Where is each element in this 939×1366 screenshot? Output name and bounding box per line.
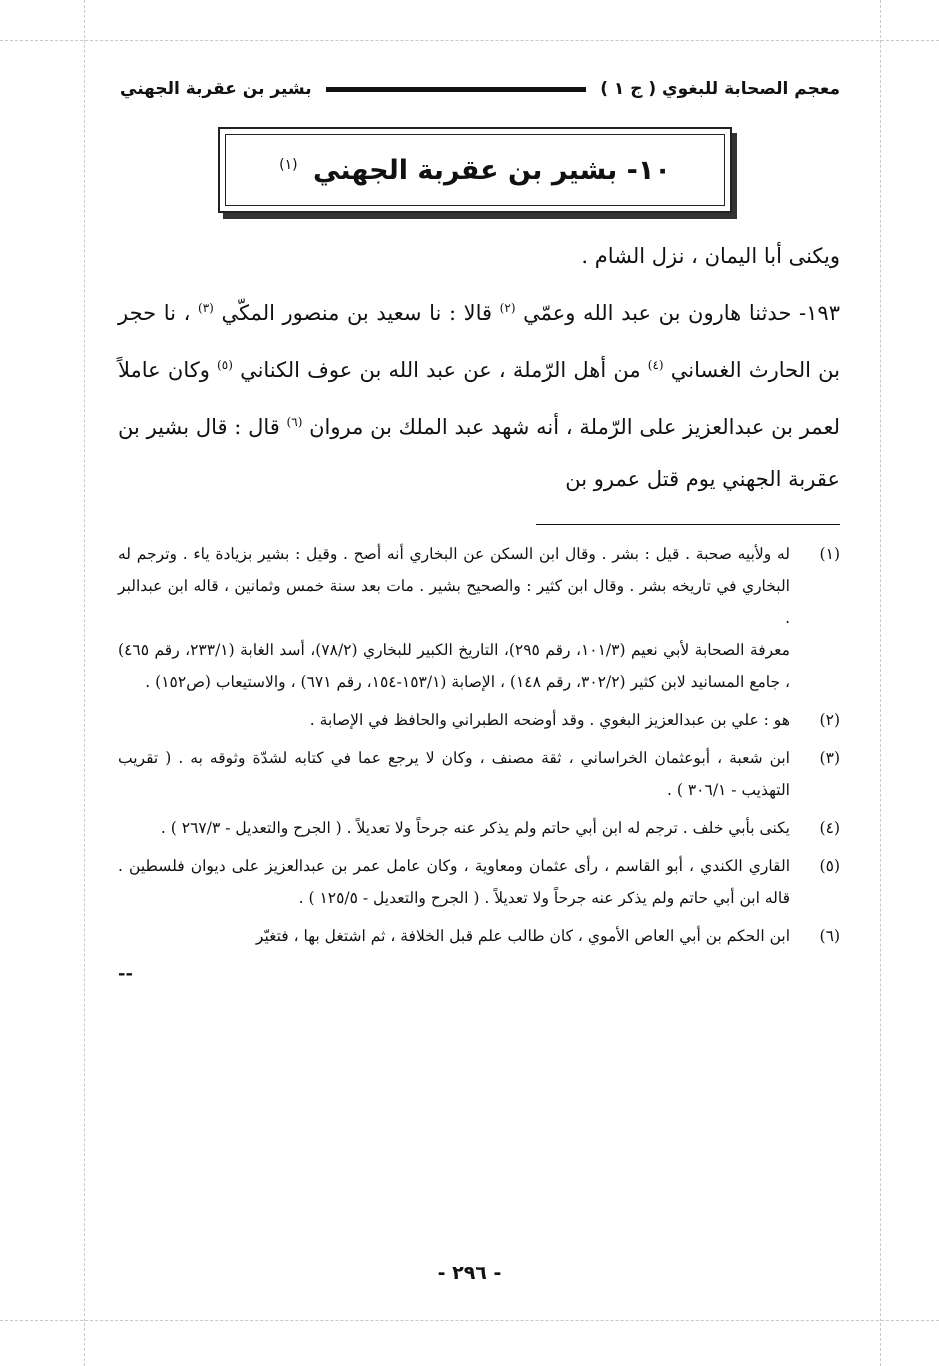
- body-text-segment: قالا : نا سعيد بن منصور المكّي: [221, 301, 493, 325]
- footnote-ref: (٥): [217, 358, 233, 372]
- footnote-text: [118, 704, 790, 736]
- footnote-text: [118, 538, 790, 698]
- footnote-number: (٥): [819, 857, 840, 875]
- footnote-number: (٣): [819, 749, 840, 767]
- body-text-segment: قال : قال بشير بن عقربة الجهني يوم قتل عمرو بن: [118, 415, 840, 491]
- crop-guide-left: [84, 0, 85, 1366]
- header-book-title: معجم الصحابة للبغوي ( ج ١ ): [600, 79, 840, 99]
- crop-guide-bottom: [0, 1320, 939, 1321]
- footnote-line: يكنى بأبي خلف . ترجم له ابن أبي حاتم ولم يذكر عنه جرحاً ولا تعديلاً . ( الجرح والتعديل - ٢٦٧/٣ ) .: [160, 819, 790, 837]
- entry-title-frame: [225, 134, 725, 206]
- body-text-segment: من أهل الرّملة ، عن عبد الله بن عوف الكناني: [240, 358, 641, 382]
- body-paragraph-2: [118, 282, 840, 505]
- footnote-ref: (٣): [198, 301, 214, 315]
- footnote-ref: (٤): [647, 358, 664, 372]
- footnote-number: (١): [819, 545, 840, 563]
- footnote-text: [118, 742, 790, 806]
- entry-title: [279, 155, 671, 186]
- footnote-line: ابن شعبة ، أبوعثمان الخراساني ، ثقة مصنف ، وكان لا يرجع عما في كتابه لشدّة وثوقه به . ( تقريب التهذيب - ٣٠٦/١ ) .: [118, 749, 790, 799]
- footnote-separator: [536, 524, 840, 525]
- header-rule: [326, 87, 587, 92]
- footnote-text: [118, 812, 790, 844]
- entry-title-text: ١٠- بشير بن عقربة الجهني: [313, 154, 671, 186]
- entry-title-box: [218, 127, 732, 213]
- footnote-line: له ولأبيه صحبة . قيل : بشر . وقال ابن السكن عن البخاري أنه أصح . وقيل : بشير بزيادة ياء . وترجم له البخاري في تاريخه بشر . وقال ابن كثير : والصحيح بشير . مات بعد سنة خمس وثمانين ، قاله ابن عبدالبر .: [118, 545, 790, 627]
- footnote-number: (٤): [819, 819, 840, 837]
- footnote-3: [118, 742, 840, 806]
- footnotes: [118, 538, 840, 990]
- running-header: [120, 74, 840, 104]
- body-text-segment: ١٩٣- حدثنا هارون بن عبد الله وعمّي: [523, 301, 840, 325]
- footnote-4: [118, 812, 840, 844]
- footnote-ref: (٦): [286, 415, 303, 429]
- footnote-text: [118, 920, 790, 952]
- header-entry-title: بشير بن عقربة الجهني: [120, 79, 312, 99]
- footnote-continuation-mark: --: [118, 963, 133, 984]
- footnote-2: [118, 704, 840, 736]
- body-text: [118, 230, 840, 505]
- footnote-ref: (٢): [499, 301, 516, 315]
- footnote-6: [118, 920, 840, 952]
- footnote-number: (٢): [819, 711, 840, 729]
- body-text-segment: ، نا حجر بن الحارث الغساني: [118, 301, 840, 382]
- entry-title-note: (١): [279, 156, 298, 173]
- body-text-segment: وكان عاملاً لعمر بن عبدالعزيز على الرّملة ، أنه شهد عبد الملك بن مروان: [118, 358, 840, 439]
- crop-guide-top: [0, 40, 939, 41]
- footnote-5: [118, 850, 840, 914]
- footnote-number: (٦): [819, 927, 840, 945]
- page-number: - ٢٩٦ -: [437, 1262, 502, 1284]
- footnote-line: معرفة الصحابة لأبي نعيم (١٠١/٣، رقم ٢٩٥)، التاريخ الكبير للبخاري (٧٨/٢)، أسد الغابة (٢٣٣/١، رقم ٤٦٥) ، جامع المسانيد لابن كثير (٣٠٢/٢، رقم ١٤٨) ، الإصابة (١٥٣/١-١٥٤، رقم ٦٧١) ، والاستيعاب (ص١٥٢) .: [118, 641, 790, 691]
- footnote-text: [118, 850, 790, 914]
- footnote-line: هو : علي بن عبدالعزيز البغوي . وقد أوضحه الطبراني والحافظ في الإصابة .: [309, 711, 790, 729]
- crop-guide-right: [880, 0, 881, 1366]
- footnote-1: [118, 538, 840, 698]
- footnote-line: القاري الكندي ، أبو القاسم ، رأى عثمان ومعاوية ، وكان عامل عمر بن عبدالعزيز على ديوان فلسطين . قاله ابن أبي حاتم ولم يذكر عنه جرحاً ولا تعديلاً . ( الجرح والتعديل - ١٢٥/٥ ) .: [118, 857, 790, 907]
- body-paragraph-1: ويكنى أبا اليمان ، نزل الشام .: [581, 244, 840, 268]
- footnote-line: ابن الحكم بن أبي العاص الأموي ، كان طالب علم قبل الخلافة ، ثم اشتغل بها ، فتغيّر: [255, 927, 790, 945]
